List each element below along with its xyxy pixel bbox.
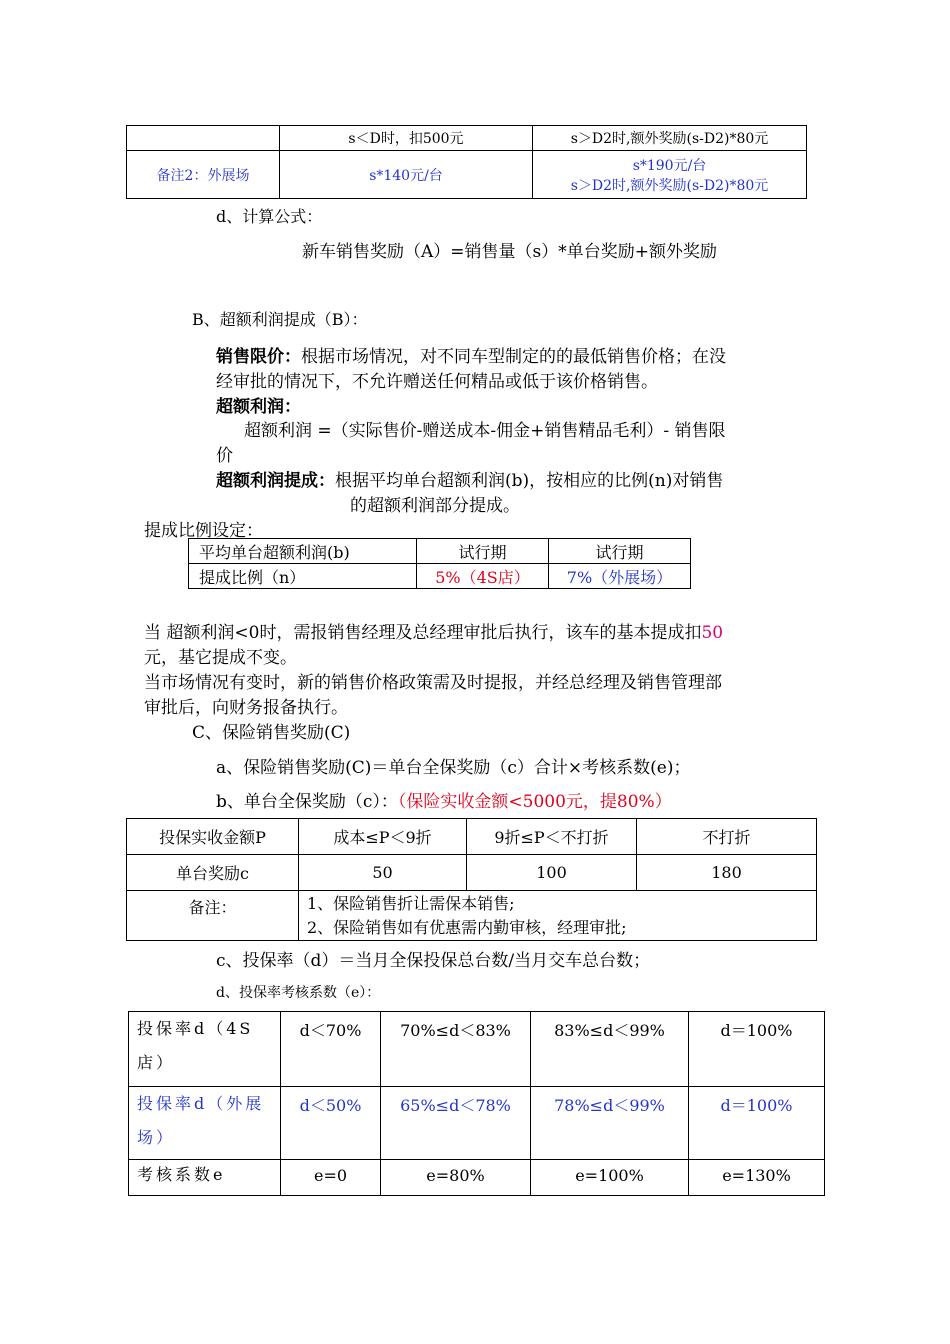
table-cell: 180 — [637, 855, 817, 891]
table-cell: 备注2：外展场 — [127, 151, 280, 199]
table-cell: 单台奖励c — [127, 855, 299, 891]
c-a-text: a、保险销售奖励(C)＝单台全保奖励（c）合计×考核系数(e)； — [216, 758, 691, 778]
table-cell — [129, 1087, 281, 1160]
table-cell: 50 — [299, 855, 467, 891]
table-header: 试行期 — [549, 539, 691, 564]
c-b-text: b、单台全保奖励（c）： — [216, 792, 398, 812]
table-cell — [129, 1012, 281, 1087]
table-cell: e=80% — [381, 1160, 531, 1196]
label-line: 场） — [137, 1128, 176, 1147]
excess-commission-label: 超额利润提成： — [216, 471, 335, 491]
section-c-title: C、保险销售奖励(C) — [192, 723, 351, 743]
cell-line: s＞D2时,额外奖励(s-D2)*80元 — [570, 177, 769, 194]
table-header: 平均单台超额利润(b) — [189, 539, 417, 564]
sales-limit-text: 根据市场情况，对不同车型制定的的最低销售价格；在没 — [301, 347, 726, 367]
table-cell: e=100% — [531, 1160, 689, 1196]
para1-text: 当 超额利润<0时，需报销售经理及总经理审批后执行，该车的基本提成扣 — [144, 623, 702, 643]
table-header: 不打折 — [637, 819, 817, 855]
insurance-table — [126, 818, 817, 941]
table-cell: s＜D时，扣500元 — [280, 126, 533, 151]
table-cell: 100 — [467, 855, 637, 891]
table-cell — [533, 151, 807, 199]
table-cell: e=0 — [281, 1160, 381, 1196]
table-cell: 考核系数e — [129, 1160, 281, 1196]
formula-title: d、计算公式： — [216, 207, 323, 226]
rate-table — [128, 1011, 825, 1196]
table-header: 9折≤P＜不打折 — [467, 819, 637, 855]
cell-line: s*190元/台 — [632, 157, 707, 174]
sales-limit-line1 — [216, 342, 726, 367]
note-line: 2、保险销售如有优惠需内勤审核，经理审批; — [307, 917, 627, 937]
table-cell: d＜70% — [281, 1012, 381, 1087]
table-cell: s＞D2时,额外奖励(s-D2)*80元 — [533, 126, 807, 151]
table-cell — [127, 126, 280, 151]
table-cell: 70%≤d＜83% — [381, 1012, 531, 1087]
excess-profit-formula: 超额利润 =（实际售价-赠送成本-佣金+销售精品毛利）- 销售限 — [244, 421, 726, 441]
excess-profit-formula-cont: 价 — [216, 446, 233, 466]
table-cell: e=130% — [689, 1160, 825, 1196]
table-cell: 65%≤d＜78% — [381, 1087, 531, 1160]
sales-limit-label: 销售限价： — [216, 347, 301, 367]
label-line: 投保率d（4S — [137, 1019, 254, 1038]
sales-limit-line2: 经审批的情况下，不允许赠送任何精品或低于该价格销售。 — [216, 372, 658, 392]
table-cell: d＝100% — [689, 1087, 825, 1160]
table-cell: d＝100% — [689, 1012, 825, 1087]
label-line: 投保率d（外展 — [137, 1094, 265, 1113]
table-header: 投保实收金额P — [127, 819, 299, 855]
para1-line2: 元，基它提成不变。 — [144, 648, 297, 668]
label-line: 店） — [137, 1053, 176, 1072]
table-cell: s*140元/台 — [280, 151, 533, 199]
para2-line1: 当市场情况有变时，新的销售价格政策需及时提报，并经总经理及销售管理部 — [144, 673, 722, 693]
note-line: 1、保险销售折让需保本销售; — [307, 893, 515, 913]
section-b-title: B、超额利润提成（B）： — [192, 310, 368, 329]
reward-table-top — [126, 125, 807, 199]
excess-commission-line2: 的超额利润部分提成。 — [350, 496, 520, 516]
table-cell — [299, 891, 817, 941]
excess-profit-label: 超额利润： — [216, 397, 301, 417]
c-b-line — [216, 787, 672, 812]
ratio-table — [188, 538, 691, 589]
table-cell: 提成比例（n） — [189, 564, 417, 589]
table-cell: d＜50% — [281, 1087, 381, 1160]
table-header: 成本≤P＜9折 — [299, 819, 467, 855]
c-b-note: （保险实收金额<5000元，提80%） — [397, 792, 672, 812]
table-header: 试行期 — [417, 539, 549, 564]
c-d-text: d、投保率考核系数（e）： — [216, 985, 381, 1001]
excess-commission-text: 根据平均单台超额利润(b)，按相应的比例(n)对销售 — [335, 471, 724, 491]
table-cell: 83%≤d＜99% — [531, 1012, 689, 1087]
para1-number: 50 — [701, 623, 724, 643]
excess-commission-line1 — [216, 466, 723, 491]
ratio-title: 提成比例设定： — [144, 521, 263, 541]
c-c-text: c、投保率（d）＝当月全保投保总台数/当月交车总台数； — [216, 951, 651, 971]
table-cell: 5%（4S店） — [417, 564, 549, 589]
table-cell: 备注： — [127, 891, 299, 941]
para2-line2: 审批后，向财务报备执行。 — [144, 698, 348, 718]
table-cell: 7%（外展场） — [549, 564, 691, 589]
table-cell: 78%≤d＜99% — [531, 1087, 689, 1160]
para1-line1 — [144, 618, 723, 643]
formula-text: 新车销售奖励（A）=销售量（s）*单台奖励+额外奖励 — [302, 242, 717, 262]
